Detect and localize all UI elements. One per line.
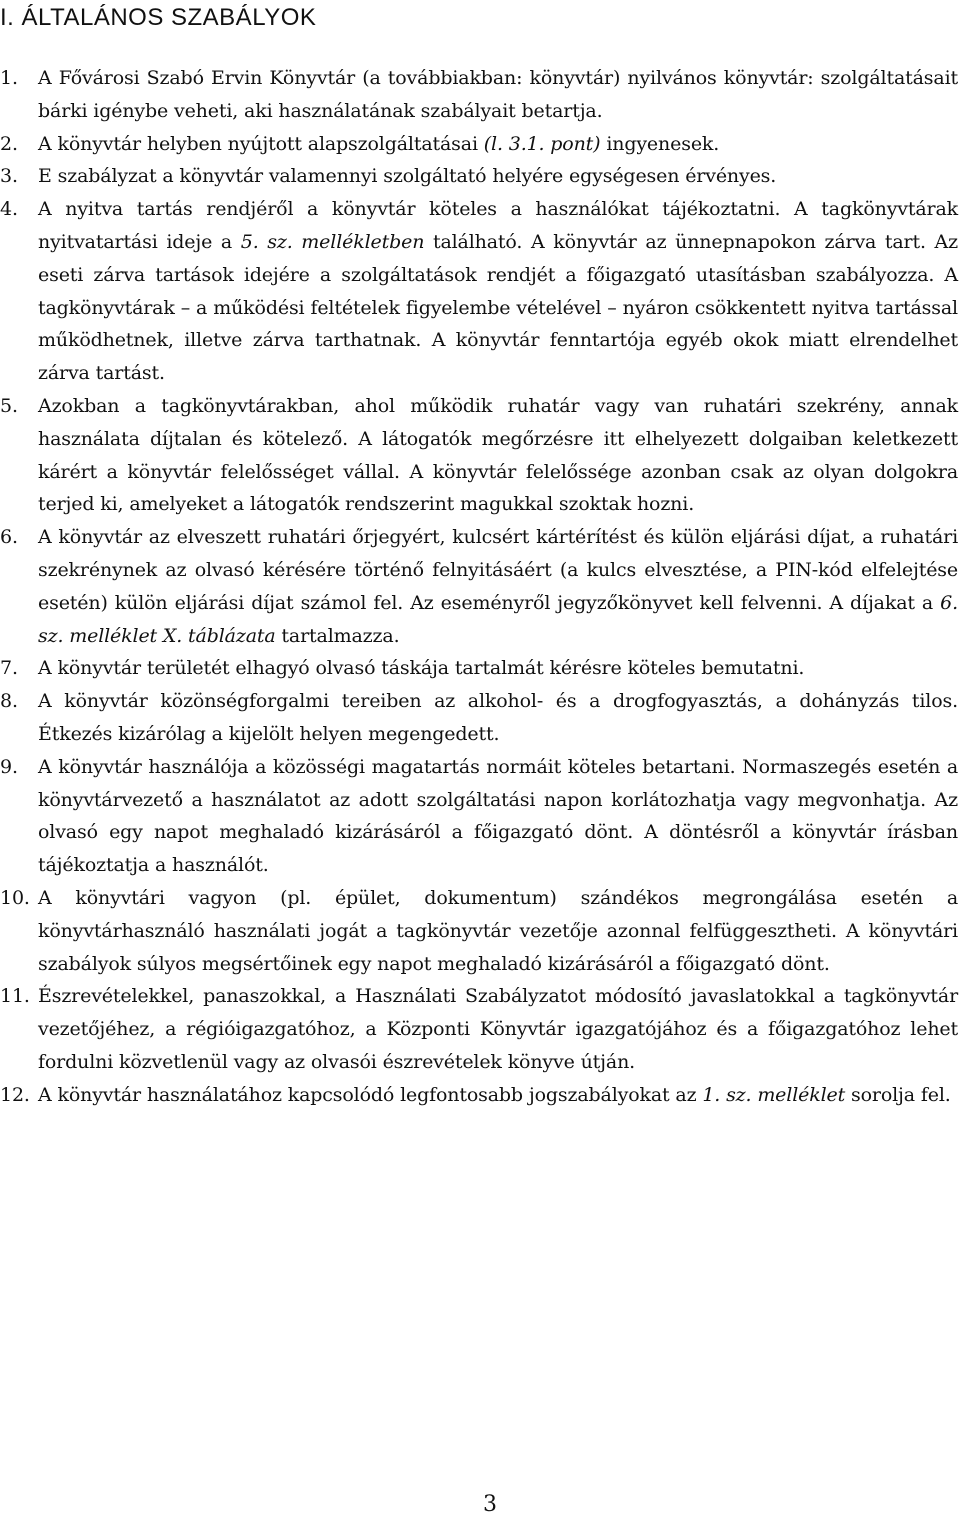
rule-item (0, 160, 958, 193)
rule-number: 1. (0, 67, 18, 89)
rule-reference-text: 5. sz. mellékletben (240, 230, 425, 253)
rule-number: 8. (0, 690, 18, 713)
rule-item (0, 1079, 958, 1112)
rule-item (0, 193, 958, 390)
section-heading: I. ÁLTALÁNOS SZABÁLYOK (0, 4, 317, 31)
rule-number: 12. (0, 1083, 30, 1106)
rule-text: Észrevételekkel, panaszokkal, a Használati Szabályzatot módosító javaslatokkal a tagkönyvtár vezetőjéhez, a régióigazgatóhoz, a Központi Könyvtár igazgatójához és a főigazgatóhoz lehet fordulni közvetlenül vagy az olvasói észrevételek könyve útján. (38, 985, 958, 1073)
rule-reference-text: 6. sz. melléklet X. táblázata (38, 591, 958, 647)
rules-list (0, 62, 958, 1112)
rule-item (0, 685, 958, 751)
rule-text: A nyitva tartás rendjéről a könyvtár köteles a használókat tájékoztatni. A tagkönyvtárak nyitvatartási ideje a (38, 198, 958, 253)
rule-text: A könyvtár használatához kapcsolódó legfontosabb jogszabályokat az (38, 1083, 703, 1106)
rule-text: A könyvtár az elveszett ruhatári őrjegyért, kulcsért kártérítést és külön eljárási díjat, a ruhatári szekrénynek az olvasó kérésére történő felnyitásáért (a kulcs elvesztése, a PIN-kód elfelejtése esetén) külön eljárási díjat számol fel. Az eseményről jegyzőkönyvet kell felvenni. A díjakat a (38, 526, 958, 614)
rule-number: 6. (0, 526, 18, 549)
rule-number: 2. (0, 132, 18, 155)
rule-number: 5. (0, 394, 18, 417)
rule-number: 11. (0, 985, 30, 1008)
rule-reference-text: (l. 3.1. pont) (483, 132, 601, 155)
rule-item (0, 128, 958, 161)
rule-text: A Fővárosi Szabó Ervin Könyvtár (a továbbiakban: könyvtár) nyilvános könyvtár: szolgáltatásait bárki igénybe veheti, aki használatának szabályait betartja. (38, 67, 958, 122)
rule-item (0, 652, 958, 685)
rule-item (0, 62, 958, 128)
rule-number: 4. (0, 198, 18, 221)
rule-item (0, 882, 958, 980)
rule-text: A könyvtár helyben nyújtott alapszolgáltatásai (38, 132, 484, 155)
rule-reference-text: 1. sz. melléklet (702, 1083, 846, 1106)
rule-number: 10. (0, 886, 30, 909)
rule-text: sorolja fel. (845, 1083, 951, 1106)
page-number: 3 (483, 1492, 497, 1517)
rule-text: A könyvtár közönségforgalmi tereiben az alkohol- és a drogfogyasztás, a dohányzás tilos. Étkezés kizárólag a kijelölt helyen megengedett. (38, 690, 958, 745)
rule-number: 9. (0, 755, 18, 778)
rule-item (0, 751, 958, 882)
rule-text: tartalmazza. (275, 624, 400, 647)
rule-item (0, 521, 958, 652)
rule-text: E szabályzat a könyvtár valamennyi szolgáltató helyére egységesen érvényes. (38, 165, 777, 188)
rule-text: található. A könyvtár az ünnepnapokon zárva tart. Az eseti zárva tartások idejére a szolgáltatások rendjét a főigazgató utasításban szabályozza. A tagkönyvtárak – a működési feltételek figyelembe vételével – nyáron csökkentett nyitva tartással működhetnek, illetve zárva tarthatnak. A könyvtár fenntartója egyéb okok miatt elrendelhet zárva tartást. (38, 230, 958, 385)
rule-text: ingyenesek. (600, 132, 720, 155)
rule-text: Azokban a tagkönyvtárakban, ahol működik ruhatár vagy van ruhatári szekrény, annak használata díjtalan és kötelező. A látogatók megőrzésre itt elhelyezett dolgaiban keletkezett kárért a könyvtár felelősséget vállal. A könyvtár felelőssége azonban csak az olyan dolgokra terjed ki, amelyeket a látogatók rendszerint magukkal szoktak hozni. (38, 394, 958, 516)
rule-text: A könyvtár területét elhagyó olvasó táskája tartalmát kérésre köteles bemutatni. (38, 657, 805, 680)
rule-number: 7. (0, 657, 18, 680)
rule-text: A könyvtári vagyon (pl. épület, dokumentum) szándékos megrongálása esetén a könyvtárhasználó használati jogát a tagkönyvtár vezetője azonnal felfüggesztheti. A könyvtári szabályok súlyos megsértőinek egy napot meghaladó kizárásáról a főigazgató dönt. (38, 886, 958, 975)
rule-number: 3. (0, 165, 18, 188)
rule-item (0, 390, 958, 521)
rule-item (0, 980, 958, 1078)
rule-text: A könyvtár használója a közösségi magatartás normáit köteles betartani. Normaszegés esetén a könyvtárvezető a használatot az adott szolgáltatási napon korlátozhatja vagy megvonhatja. Az olvasó egy napot meghaladó kizárásáról a főigazgató dönt. A döntésről a könyvtár írásban tájékoztatja a használót. (38, 755, 958, 877)
